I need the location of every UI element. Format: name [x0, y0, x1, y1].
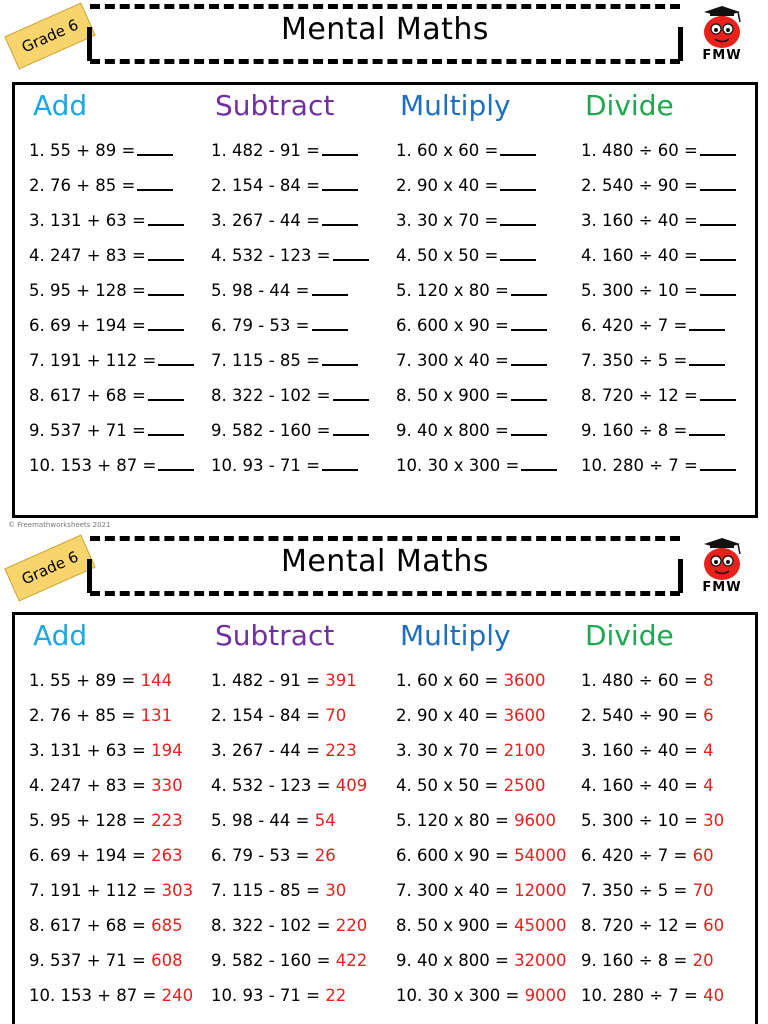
answer-value: 685: [151, 916, 183, 935]
question-text: 3. 131 + 63 =: [29, 211, 146, 230]
question-text: 1. 55 + 89 =: [29, 141, 136, 160]
question-multiply-10: [396, 986, 567, 1005]
question-subtract-2: [211, 706, 346, 725]
question-subtract-7: [211, 351, 358, 370]
question-text: 6. 420 ÷ 7 =: [581, 846, 688, 865]
question-text: 7. 300 x 40 =: [396, 881, 509, 900]
question-text: 5. 95 + 128 =: [29, 811, 146, 830]
question-text: 8. 617 + 68 =: [29, 386, 146, 405]
question-divide-4: [581, 246, 736, 265]
question-text: 1. 55 + 89 =: [29, 671, 136, 690]
question-text: 9. 537 + 71 =: [29, 951, 146, 970]
question-text: 4. 160 ÷ 40 =: [581, 246, 698, 265]
question-text: 10. 93 - 71 =: [211, 986, 320, 1005]
answer-value: 40: [703, 986, 725, 1005]
answer-value: 70: [325, 706, 347, 725]
answer-blank[interactable]: [500, 144, 536, 156]
question-text: 2. 540 ÷ 90 =: [581, 706, 698, 725]
question-text: 4. 532 - 123 =: [211, 776, 331, 795]
question-text: 7. 300 x 40 =: [396, 351, 509, 370]
question-text: 9. 160 ÷ 8 =: [581, 951, 688, 970]
question-divide-1: [581, 141, 736, 160]
question-add-7: [29, 351, 194, 370]
question-multiply-9: [396, 951, 567, 970]
question-text: 2. 76 + 85 =: [29, 706, 136, 725]
worksheet-questions: [0, 0, 768, 500]
answer-blank[interactable]: [148, 389, 184, 401]
answer-value: 131: [140, 706, 173, 725]
question-multiply-5: [396, 811, 556, 830]
question-divide-6: [581, 846, 714, 865]
column-heading-add: Add: [33, 89, 88, 122]
answer-value: 3600: [503, 706, 546, 725]
answer-blank[interactable]: [500, 179, 536, 191]
question-multiply-1: [396, 141, 536, 160]
question-text: 1. 60 x 60 =: [396, 671, 499, 690]
question-add-9: [29, 951, 183, 970]
question-text: 3. 30 x 70 =: [396, 741, 499, 760]
answer-value: 240: [161, 986, 194, 1005]
answer-value: 26: [314, 846, 336, 865]
answer-blank[interactable]: [148, 214, 184, 226]
question-text: 4. 160 ÷ 40 =: [581, 776, 698, 795]
question-subtract-5: [211, 811, 336, 830]
question-text: 10. 280 ÷ 7 =: [581, 986, 698, 1005]
question-subtract-6: [211, 846, 336, 865]
question-text: 2. 154 - 84 =: [211, 706, 320, 725]
question-multiply-4: [396, 246, 536, 265]
question-text: 6. 600 x 90 =: [396, 846, 509, 865]
answer-value: 391: [325, 671, 357, 690]
question-divide-8: [581, 916, 724, 935]
question-text: 6. 79 - 53 =: [211, 846, 310, 865]
answer-value: 144: [140, 671, 173, 690]
answer-blank[interactable]: [148, 284, 184, 296]
grade-label: Grade 6: [18, 547, 82, 589]
question-add-1: [29, 141, 173, 160]
question-text: 8. 322 - 102 =: [211, 916, 331, 935]
question-divide-9: [581, 421, 725, 440]
answer-value: 32000: [514, 951, 567, 970]
question-divide-6: [581, 316, 725, 335]
question-text: 6. 69 + 194 =: [29, 316, 146, 335]
answer-value: 70: [692, 881, 714, 900]
question-add-10: [29, 986, 193, 1005]
answer-value: 263: [151, 846, 183, 865]
question-multiply-7: [396, 881, 567, 900]
answer-value: 422: [335, 951, 368, 970]
question-divide-9: [581, 951, 714, 970]
question-text: 8. 50 x 900 =: [396, 386, 509, 405]
answer-blank[interactable]: [700, 389, 736, 401]
answer-blank[interactable]: [312, 319, 348, 331]
sheet-title: Mental Maths: [280, 544, 490, 579]
question-text: 10. 280 ÷ 7 =: [581, 456, 698, 475]
question-subtract-4: [211, 776, 367, 795]
question-text: 8. 50 x 900 =: [396, 916, 509, 935]
answer-blank[interactable]: [511, 284, 547, 296]
answer-value: 6: [703, 706, 714, 725]
question-text: 5. 120 x 80 =: [396, 811, 509, 830]
question-text: 2. 76 + 85 =: [29, 176, 136, 195]
question-text: 7. 115 - 85 =: [211, 881, 320, 900]
question-divide-7: [581, 881, 714, 900]
question-subtract-1: [211, 671, 357, 690]
question-text: 6. 420 ÷ 7 =: [581, 316, 688, 335]
question-text: 6. 600 x 90 =: [396, 316, 509, 335]
question-text: 9. 40 x 800 =: [396, 951, 509, 970]
answer-blank[interactable]: [148, 319, 184, 331]
question-text: 1. 60 x 60 =: [396, 141, 499, 160]
question-text: 8. 720 ÷ 12 =: [581, 916, 698, 935]
answer-value: 30: [703, 811, 725, 830]
answer-blank[interactable]: [333, 424, 369, 436]
question-divide-2: [581, 706, 714, 725]
answer-value: 3600: [503, 671, 546, 690]
answer-value: 4: [703, 741, 714, 760]
column-heading-subtract: Subtract: [215, 89, 335, 122]
question-text: 10. 153 + 87 =: [29, 456, 157, 475]
question-multiply-1: [396, 671, 546, 690]
answer-blank[interactable]: [137, 144, 173, 156]
answer-value: 9600: [514, 811, 557, 830]
logo-text: FMW: [702, 48, 742, 63]
question-text: 2. 90 x 40 =: [396, 176, 499, 195]
answer-blank[interactable]: [700, 214, 736, 226]
question-add-5: [29, 811, 183, 830]
column-heading-subtract: Subtract: [215, 619, 335, 652]
answer-blank[interactable]: [689, 424, 725, 436]
answer-value: 223: [325, 741, 357, 760]
question-divide-1: [581, 671, 714, 690]
question-multiply-2: [396, 706, 546, 725]
question-subtract-8: [211, 386, 369, 405]
question-text: 10. 153 + 87 =: [29, 986, 157, 1005]
question-text: 5. 300 ÷ 10 =: [581, 811, 698, 830]
question-add-10: [29, 456, 194, 475]
copyright-notice: © Freemathworksheets 2021: [8, 521, 111, 529]
answer-value: 4: [703, 776, 714, 795]
question-text: 7. 191 + 112 =: [29, 881, 157, 900]
answer-blank[interactable]: [689, 354, 725, 366]
answer-value: 12000: [514, 881, 567, 900]
answer-blank[interactable]: [500, 249, 536, 261]
question-text: 3. 267 - 44 =: [211, 741, 320, 760]
question-text: 5. 120 x 80 =: [396, 281, 509, 300]
question-add-8: [29, 916, 183, 935]
answer-value: 54: [314, 811, 336, 830]
question-multiply-3: [396, 211, 536, 230]
answer-blank[interactable]: [700, 179, 736, 191]
logo-text: FMW: [702, 580, 742, 595]
question-text: 3. 160 ÷ 40 =: [581, 741, 698, 760]
question-text: 10. 30 x 300 =: [396, 456, 520, 475]
grade-label: Grade 6: [18, 15, 82, 57]
question-multiply-8: [396, 386, 547, 405]
question-text: 10. 93 - 71 =: [211, 456, 320, 475]
answer-blank[interactable]: [500, 214, 536, 226]
question-multiply-8: [396, 916, 567, 935]
question-text: 3. 30 x 70 =: [396, 211, 499, 230]
question-multiply-7: [396, 351, 547, 370]
question-divide-4: [581, 776, 714, 795]
answer-blank[interactable]: [158, 354, 194, 366]
question-add-5: [29, 281, 184, 300]
question-text: 2. 154 - 84 =: [211, 176, 320, 195]
question-text: 6. 69 + 194 =: [29, 846, 146, 865]
question-add-1: [29, 671, 172, 690]
question-subtract-5: [211, 281, 348, 300]
question-divide-5: [581, 811, 724, 830]
question-add-2: [29, 176, 173, 195]
question-subtract-9: [211, 951, 367, 970]
answer-value: 60: [692, 846, 714, 865]
column-heading-multiply: Multiply: [400, 89, 511, 122]
answer-blank[interactable]: [148, 249, 184, 261]
question-subtract-4: [211, 246, 369, 265]
question-divide-2: [581, 176, 736, 195]
answer-blank[interactable]: [700, 459, 736, 471]
question-multiply-5: [396, 281, 547, 300]
question-text: 9. 537 + 71 =: [29, 421, 146, 440]
answer-blank[interactable]: [700, 144, 736, 156]
question-add-3: [29, 741, 183, 760]
question-subtract-2: [211, 176, 358, 195]
question-text: 7. 350 ÷ 5 =: [581, 351, 688, 370]
question-subtract-3: [211, 211, 358, 230]
answer-blank[interactable]: [158, 459, 194, 471]
column-heading-multiply: Multiply: [400, 619, 511, 652]
question-text: 4. 532 - 123 =: [211, 246, 331, 265]
question-subtract-10: [211, 986, 346, 1005]
sheet-title: Mental Maths: [280, 12, 490, 47]
question-divide-3: [581, 741, 714, 760]
question-text: 5. 98 - 44 =: [211, 281, 310, 300]
answer-blank[interactable]: [322, 144, 358, 156]
question-multiply-3: [396, 741, 546, 760]
answer-blank[interactable]: [521, 459, 557, 471]
answer-value: 20: [692, 951, 714, 970]
column-heading-add: Add: [33, 619, 88, 652]
question-subtract-9: [211, 421, 369, 440]
question-text: 4. 50 x 50 =: [396, 246, 499, 265]
answer-value: 608: [151, 951, 183, 970]
question-text: 9. 40 x 800 =: [396, 421, 509, 440]
answer-value: 8: [703, 671, 714, 690]
answer-value: 2500: [503, 776, 546, 795]
question-divide-5: [581, 281, 736, 300]
question-subtract-10: [211, 456, 358, 475]
answer-blank[interactable]: [511, 389, 547, 401]
question-add-6: [29, 316, 184, 335]
answer-value: 409: [335, 776, 368, 795]
question-multiply-6: [396, 316, 547, 335]
question-text: 6. 79 - 53 =: [211, 316, 310, 335]
question-text: 7. 191 + 112 =: [29, 351, 157, 370]
question-text: 4. 247 + 83 =: [29, 776, 146, 795]
question-text: 4. 50 x 50 =: [396, 776, 499, 795]
answer-blank[interactable]: [148, 424, 184, 436]
question-text: 5. 300 ÷ 10 =: [581, 281, 698, 300]
question-divide-10: [581, 456, 736, 475]
question-text: 5. 95 + 128 =: [29, 281, 146, 300]
question-text: 4. 247 + 83 =: [29, 246, 146, 265]
question-text: 9. 160 ÷ 8 =: [581, 421, 688, 440]
answer-value: 330: [151, 776, 183, 795]
question-add-4: [29, 246, 184, 265]
question-text: 8. 322 - 102 =: [211, 386, 331, 405]
question-text: 3. 267 - 44 =: [211, 211, 320, 230]
grade-badge: [4, 534, 95, 601]
question-multiply-2: [396, 176, 536, 195]
answer-blank[interactable]: [511, 354, 547, 366]
question-divide-7: [581, 351, 725, 370]
question-add-6: [29, 846, 183, 865]
answer-blank[interactable]: [689, 319, 725, 331]
question-text: 3. 160 ÷ 40 =: [581, 211, 698, 230]
question-add-3: [29, 211, 184, 230]
question-subtract-8: [211, 916, 367, 935]
question-text: 8. 720 ÷ 12 =: [581, 386, 698, 405]
question-text: 7. 350 ÷ 5 =: [581, 881, 688, 900]
answer-blank[interactable]: [312, 284, 348, 296]
question-text: 8. 617 + 68 =: [29, 916, 146, 935]
answer-value: 30: [325, 881, 347, 900]
question-text: 5. 98 - 44 =: [211, 811, 310, 830]
answer-blank[interactable]: [333, 249, 369, 261]
answer-blank[interactable]: [137, 179, 173, 191]
answer-blank[interactable]: [322, 354, 358, 366]
worksheet-panel: [12, 612, 758, 1024]
answer-blank[interactable]: [322, 214, 358, 226]
question-text: 1. 480 ÷ 60 =: [581, 671, 698, 690]
question-subtract-7: [211, 881, 346, 900]
question-multiply-9: [396, 421, 547, 440]
question-text: 10. 30 x 300 =: [396, 986, 520, 1005]
column-heading-divide: Divide: [585, 89, 674, 122]
answer-blank[interactable]: [511, 424, 547, 436]
answer-value: 2100: [503, 741, 546, 760]
question-divide-3: [581, 211, 736, 230]
worksheet-answers: [0, 532, 768, 1024]
question-text: 2. 90 x 40 =: [396, 706, 499, 725]
answer-value: 220: [335, 916, 368, 935]
column-heading-divide: Divide: [585, 619, 674, 652]
question-add-2: [29, 706, 172, 725]
answer-blank[interactable]: [333, 389, 369, 401]
question-multiply-4: [396, 776, 546, 795]
answer-blank[interactable]: [700, 249, 736, 261]
question-divide-10: [581, 986, 724, 1005]
question-add-8: [29, 386, 184, 405]
question-divide-8: [581, 386, 736, 405]
question-text: 1. 480 ÷ 60 =: [581, 141, 698, 160]
answer-blank[interactable]: [700, 284, 736, 296]
answer-value: 45000: [514, 916, 567, 935]
answer-blank[interactable]: [511, 319, 547, 331]
question-add-4: [29, 776, 183, 795]
question-text: 1. 482 - 91 =: [211, 671, 320, 690]
answer-value: 54000: [514, 846, 567, 865]
answer-blank[interactable]: [322, 179, 358, 191]
worksheet-panel: [12, 82, 758, 518]
question-multiply-10: [396, 456, 557, 475]
question-text: 2. 540 ÷ 90 =: [581, 176, 698, 195]
answer-value: 223: [151, 811, 183, 830]
question-add-9: [29, 421, 184, 440]
answer-value: 22: [325, 986, 347, 1005]
question-multiply-6: [396, 846, 567, 865]
question-subtract-6: [211, 316, 348, 335]
answer-value: 60: [703, 916, 725, 935]
grade-badge: [4, 2, 95, 69]
question-text: 1. 482 - 91 =: [211, 141, 320, 160]
answer-blank[interactable]: [322, 459, 358, 471]
question-text: 3. 131 + 63 =: [29, 741, 146, 760]
question-add-7: [29, 881, 193, 900]
question-text: 9. 582 - 160 =: [211, 421, 331, 440]
question-subtract-1: [211, 141, 358, 160]
question-text: 9. 582 - 160 =: [211, 951, 331, 970]
answer-value: 194: [151, 741, 183, 760]
question-text: 7. 115 - 85 =: [211, 351, 320, 370]
answer-value: 9000: [524, 986, 567, 1005]
answer-value: 303: [161, 881, 194, 900]
question-subtract-3: [211, 741, 357, 760]
